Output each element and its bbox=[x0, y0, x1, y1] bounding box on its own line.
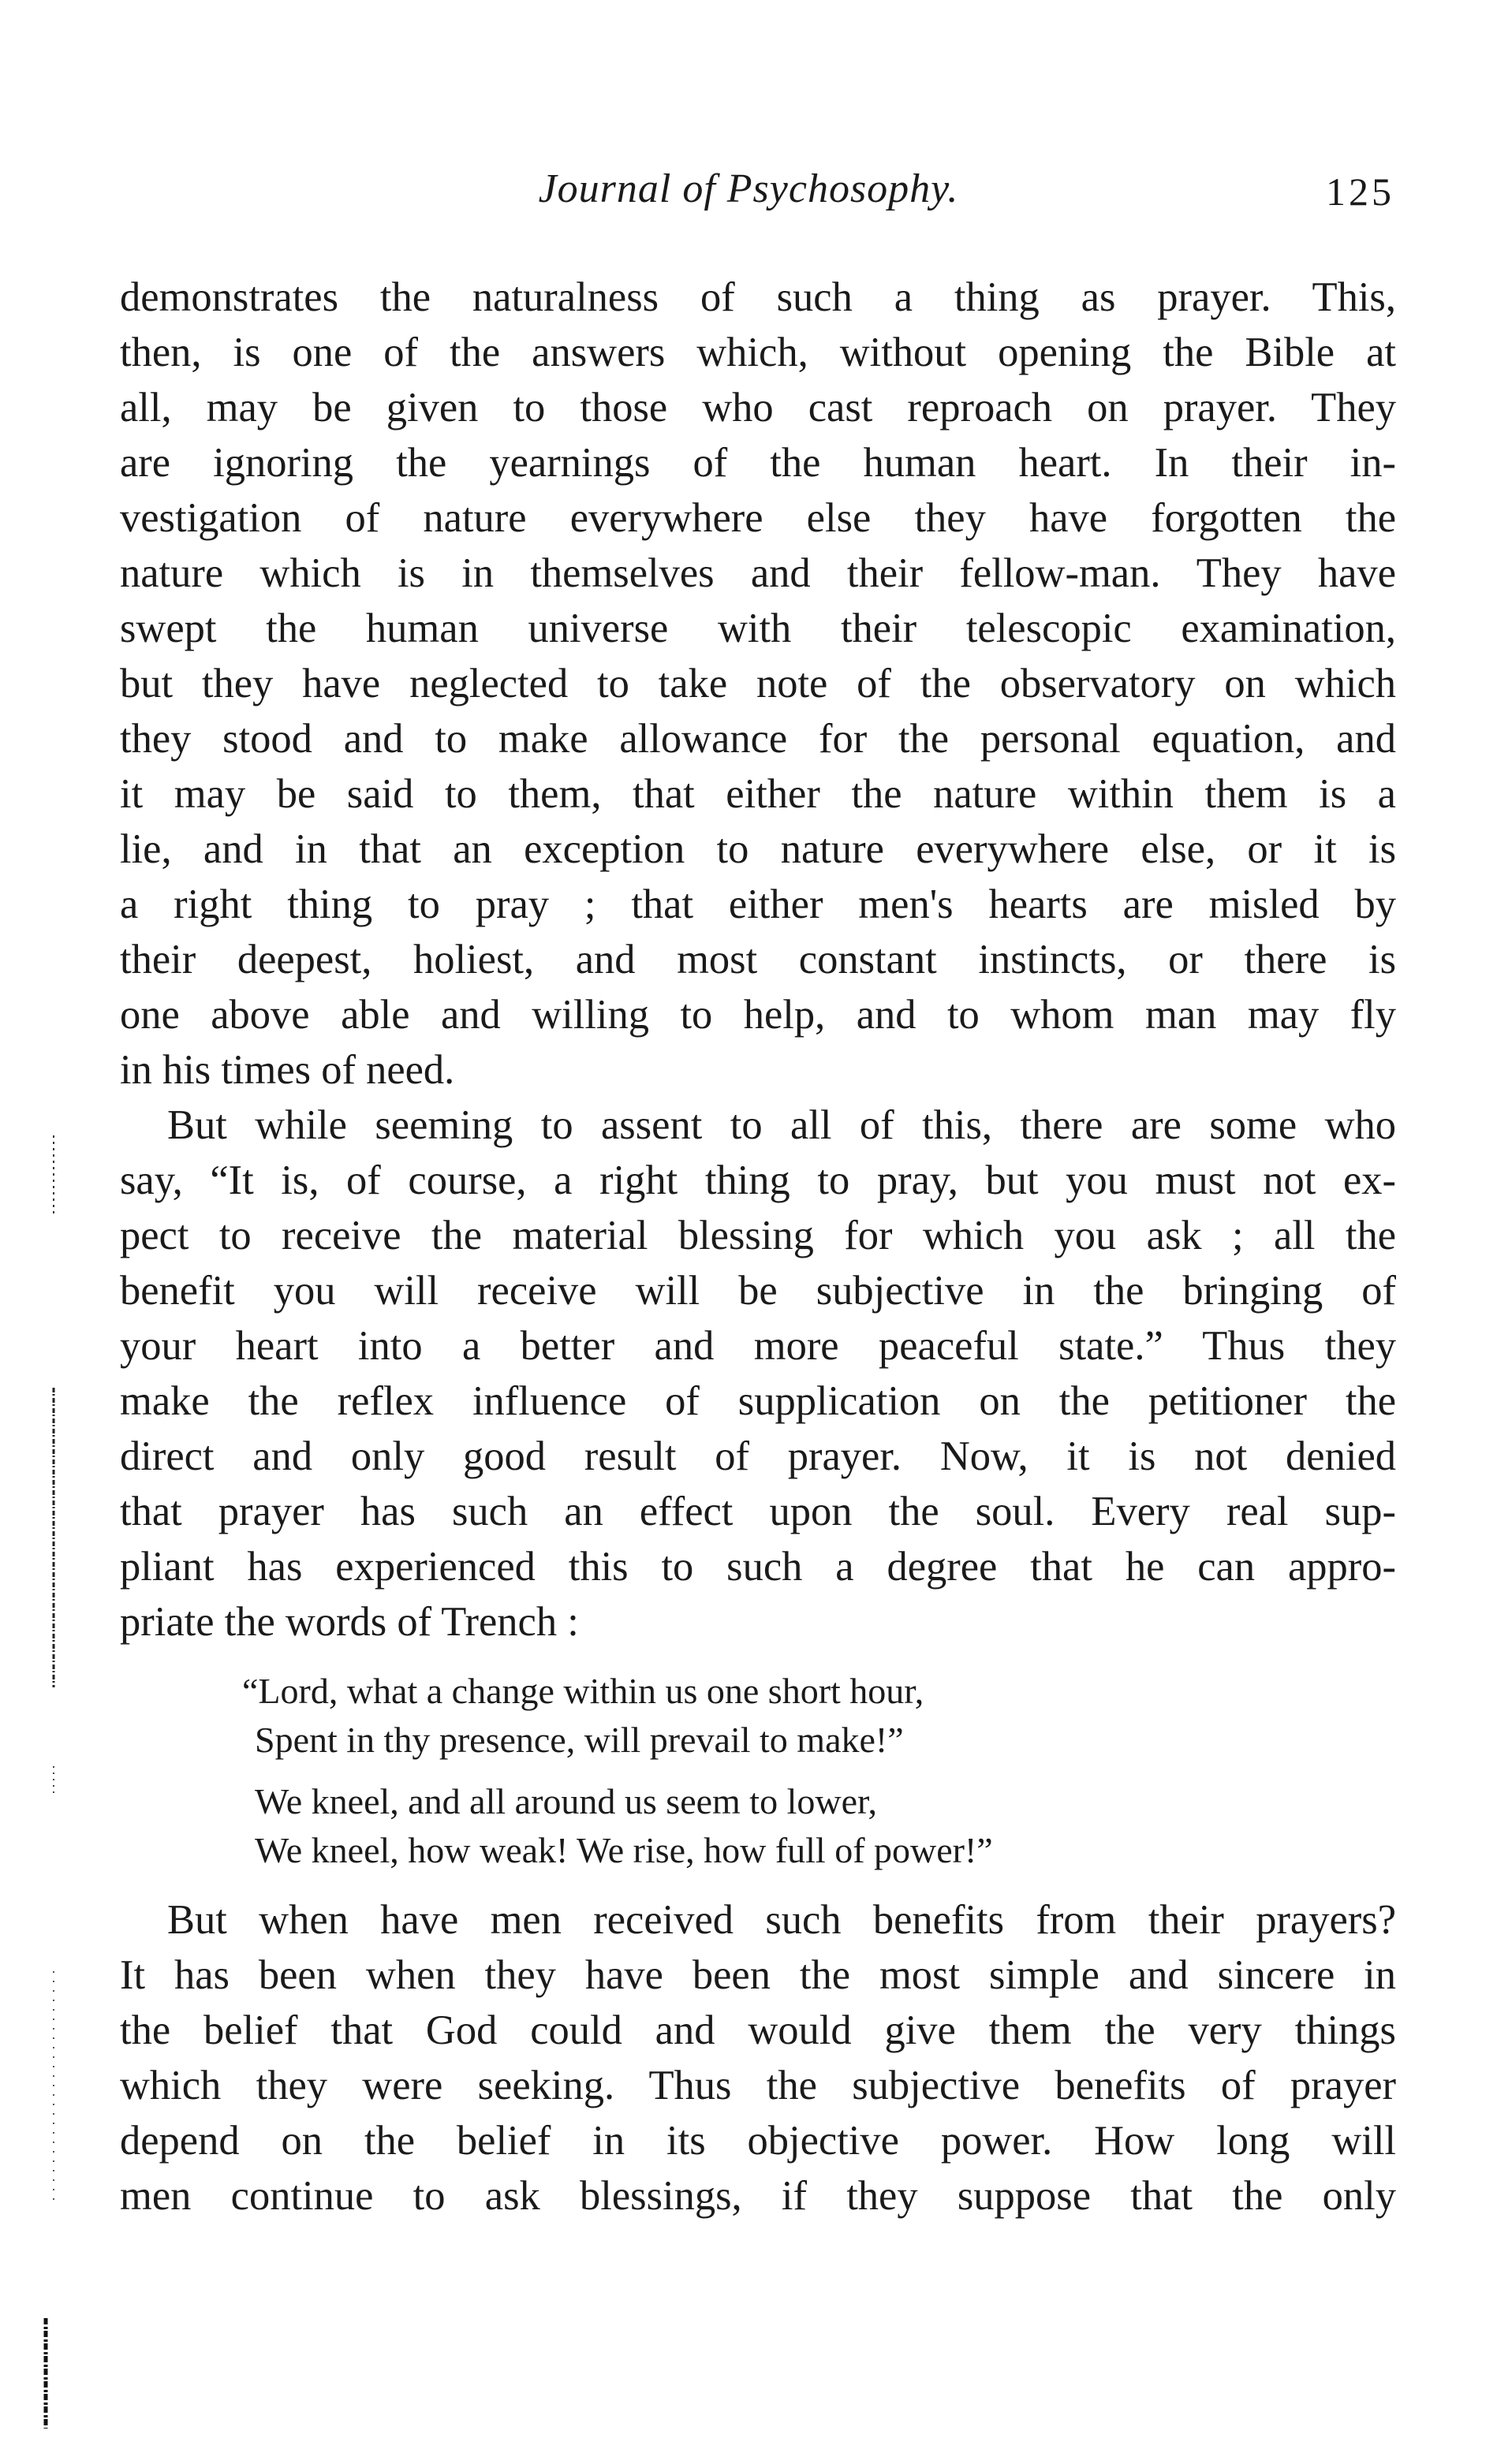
text-line: men continue to ask blessings, if they suppose that the only bbox=[120, 2173, 1396, 2219]
text-line: priate the words of Trench : bbox=[120, 1599, 579, 1645]
text-line: vestigation of nature everywhere else they have forgotten the bbox=[120, 495, 1396, 541]
text-line: then, is one of the answers which, without opening the Bible at bbox=[120, 330, 1396, 375]
paragraph-3 bbox=[120, 1892, 1396, 2224]
text-line: It has been when they have been the most simple and sincere in bbox=[120, 1952, 1396, 1998]
text-line: your heart into a better and more peaceful state.” Thus they bbox=[120, 1323, 1396, 1369]
text-line: But when have men received such benefits from their prayers? bbox=[167, 1897, 1396, 1943]
text-line: one above able and willing to help, and to whom man may fly bbox=[120, 992, 1396, 1038]
verse-line: Spent in thy presence, will prevail to make!” bbox=[255, 1720, 904, 1760]
text-line: it may be said to them, that either the nature within them is a bbox=[120, 771, 1396, 817]
text-line: lie, and in that an exception to nature everywhere else, or it is bbox=[120, 826, 1396, 872]
paragraph-2 bbox=[120, 1098, 1396, 1650]
text-line: which they were seeking. Thus the subjective benefits of prayer bbox=[120, 2063, 1396, 2108]
verse-line: We kneel, and all around us seem to lower, bbox=[255, 1781, 877, 1821]
body-text bbox=[120, 270, 1396, 2224]
text-line: demonstrates the naturalness of such a thing as prayer. This, bbox=[120, 274, 1396, 320]
verse-quotation bbox=[120, 1667, 1396, 1875]
margin-scan-marks bbox=[22, 1120, 69, 2460]
page-header bbox=[0, 166, 1497, 221]
text-line: But while seeming to assent to all of this, there are some who bbox=[167, 1102, 1396, 1148]
text-line: they stood and to make allowance for the personal equation, and bbox=[120, 716, 1396, 762]
paragraph-1 bbox=[120, 270, 1396, 1098]
text-line: a right thing to pray ; that either men's hearts are misled by bbox=[120, 882, 1396, 927]
text-line: that prayer has such an effect upon the soul. Every real sup- bbox=[120, 1489, 1396, 1534]
page-number: 125 bbox=[1326, 170, 1394, 214]
text-line: but they have neglected to take note of the observatory on which bbox=[120, 661, 1396, 706]
running-title: Journal of Psychosophy. bbox=[538, 166, 959, 211]
text-line: make the reflex influence of supplication on the petitioner the bbox=[120, 1378, 1396, 1424]
text-line: the belief that God could and would give them the very things bbox=[120, 2007, 1396, 2053]
text-line: benefit you will receive will be subjective in the bringing of bbox=[120, 1268, 1396, 1314]
stanza-gap bbox=[242, 1765, 1396, 1777]
text-line: say, “It is, of course, a right thing to pray, but you must not ex- bbox=[120, 1157, 1396, 1203]
text-line: pliant has experienced this to such a degree that he can appro- bbox=[120, 1544, 1396, 1590]
text-line: direct and only good result of prayer. Now, it is not denied bbox=[120, 1433, 1396, 1479]
text-line: in his times of need. bbox=[120, 1047, 455, 1093]
text-line: all, may be given to those who cast reproach on prayer. They bbox=[120, 385, 1396, 431]
text-line: pect to receive the material blessing for which you ask ; all the bbox=[120, 1213, 1396, 1258]
text-line: depend on the belief in its objective power. How long will bbox=[120, 2118, 1396, 2164]
text-line: their deepest, holiest, and most constant instincts, or there is bbox=[120, 937, 1396, 982]
text-line: swept the human universe with their telescopic examination, bbox=[120, 606, 1396, 651]
text-line: nature which is in themselves and their fellow-man. They have bbox=[120, 550, 1396, 596]
verse-line: “Lord, what a change within us one short hour, bbox=[242, 1671, 924, 1711]
verse-line: We kneel, how weak! We rise, how full of power!” bbox=[255, 1830, 993, 1870]
text-line: are ignoring the yearnings of the human heart. In their in- bbox=[120, 440, 1396, 486]
